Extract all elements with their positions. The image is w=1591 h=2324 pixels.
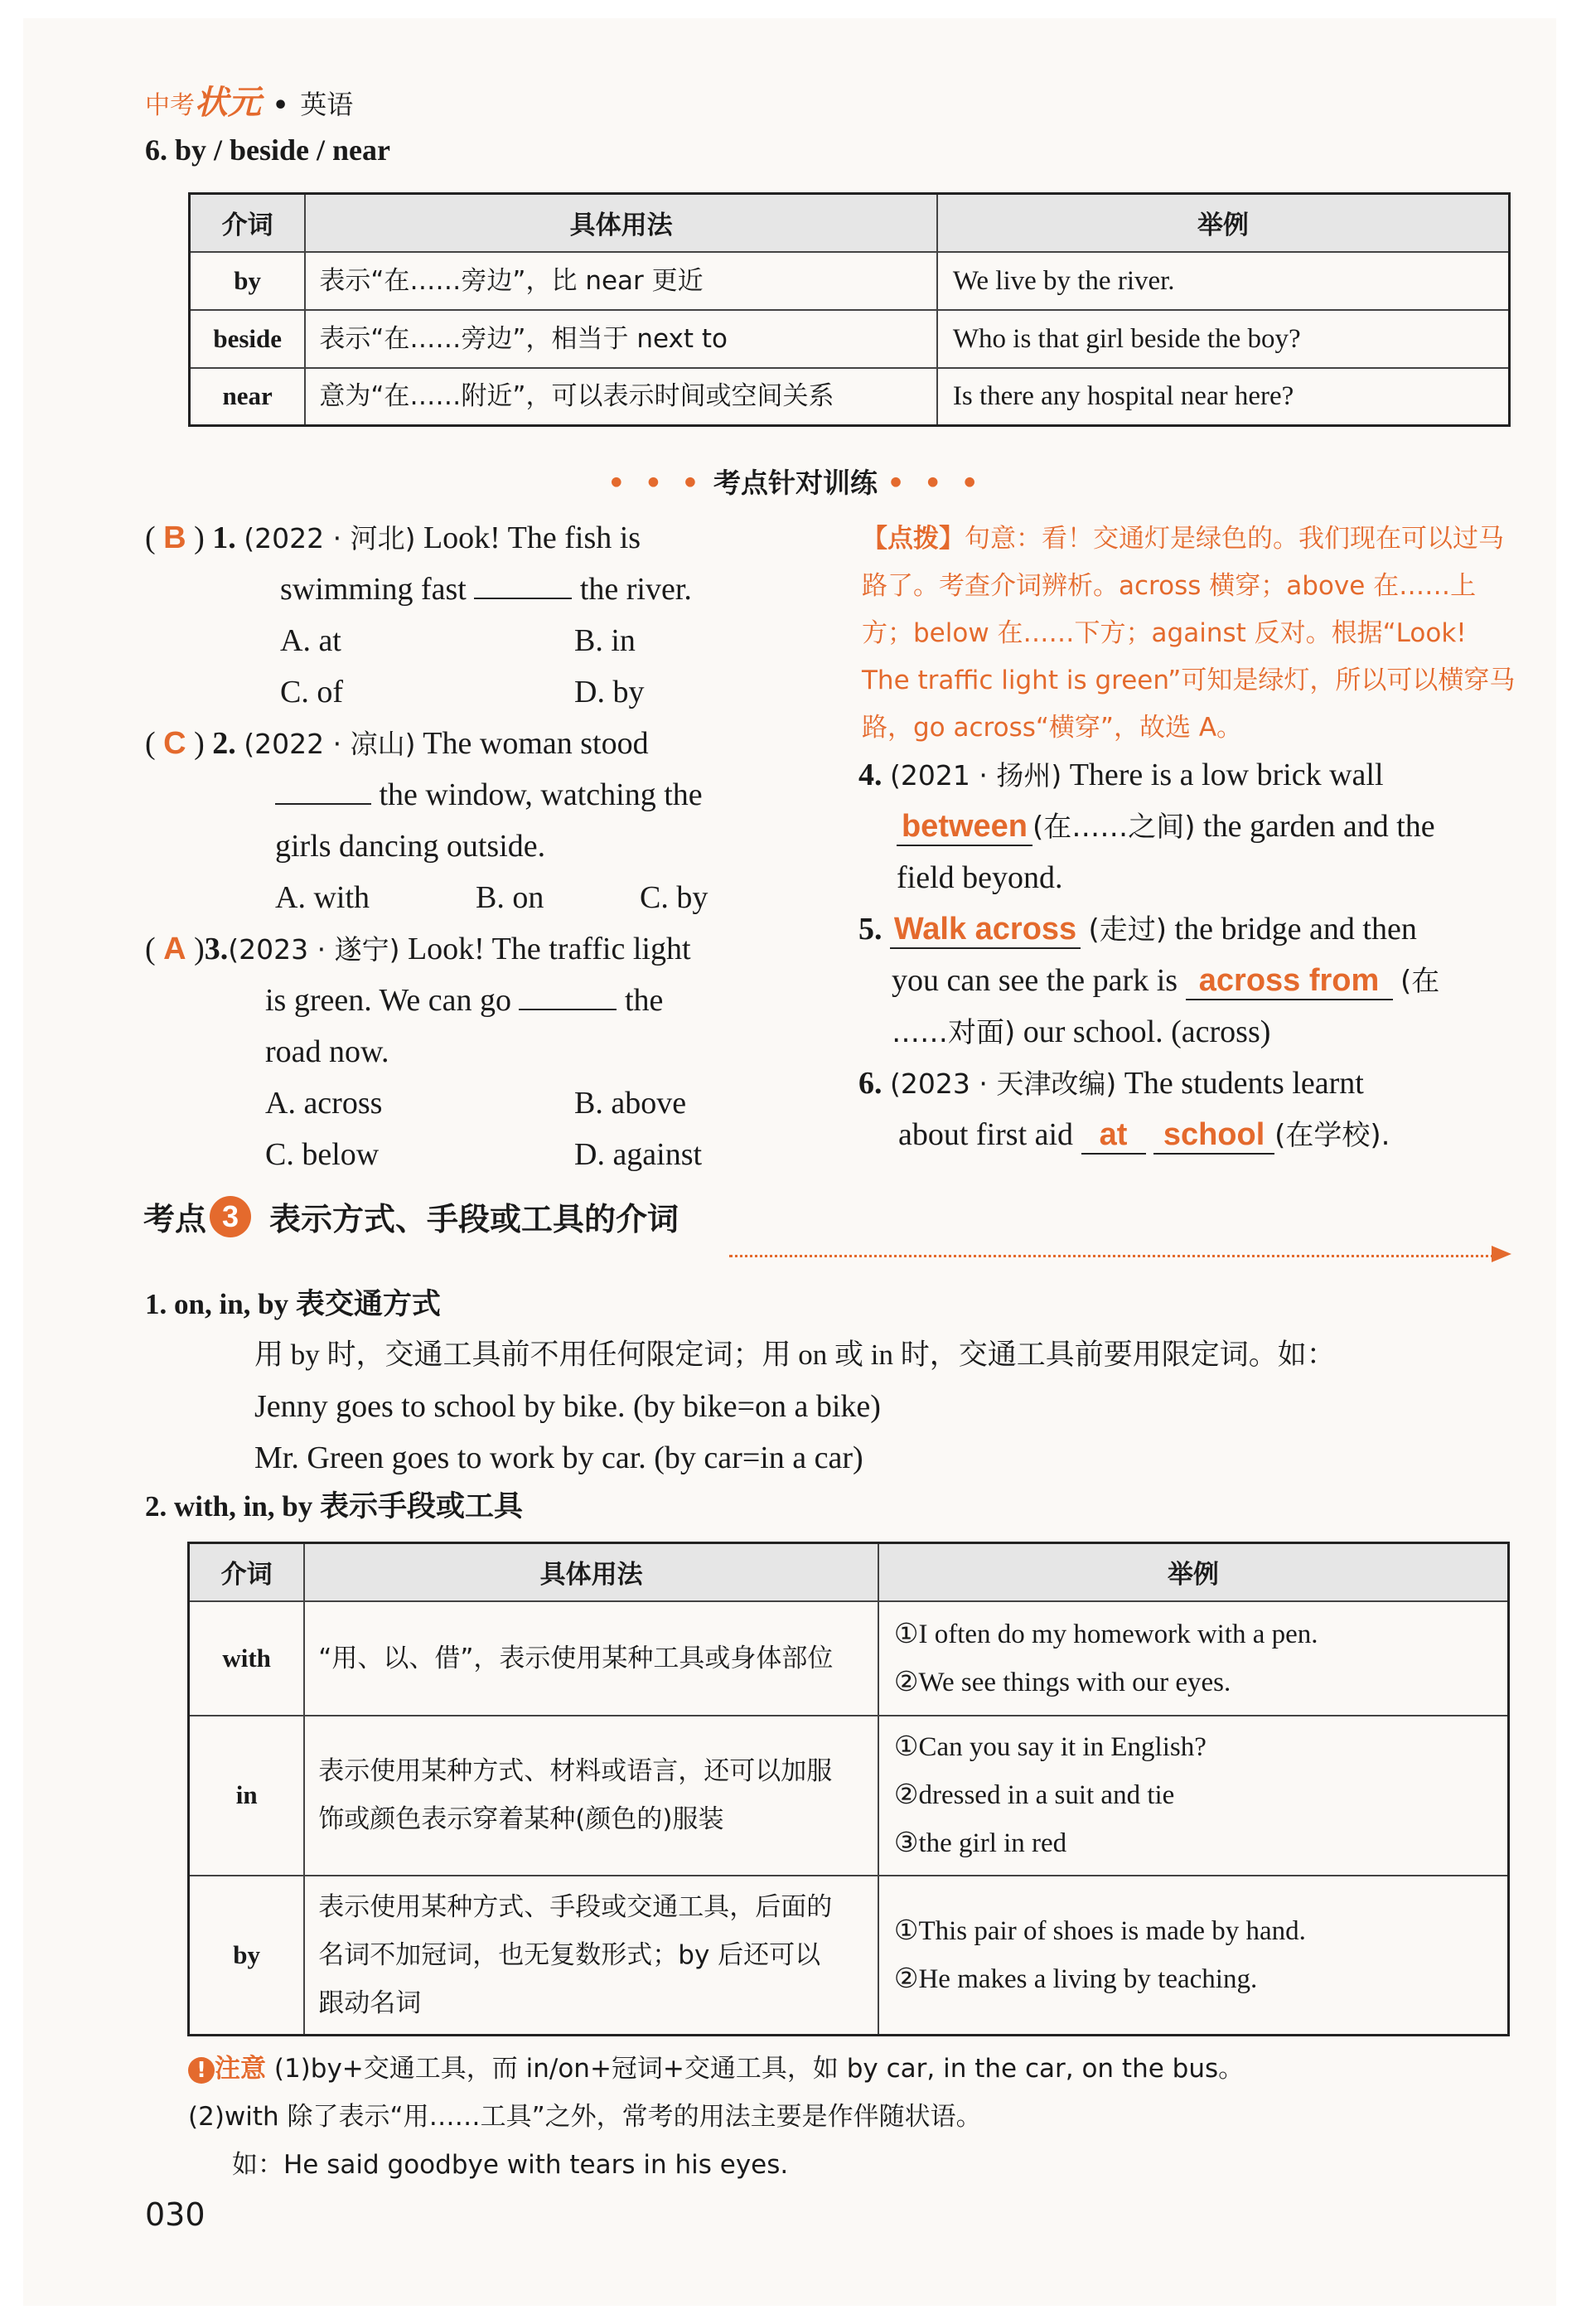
question-text: the [624, 983, 664, 1018]
answer-fill[interactable]: school [1153, 1116, 1274, 1155]
usage-line: 表示使用某种方式、材料或语言，还可以加服 [318, 1756, 833, 1786]
note-text: (1)by+交通工具，而 in/on+冠词+交通工具，如 by car, in the car, on the bus。 [273, 2054, 1245, 2084]
note-line-1 [188, 2046, 1244, 2092]
answer-choice: A [163, 932, 186, 966]
part-1-title: 1. on, in, by 表交通方式 [145, 1288, 441, 1320]
question-text: is green. We can go [265, 983, 511, 1018]
question-text: our school. [1023, 1014, 1163, 1049]
col-header-example: 举例 [937, 194, 1510, 252]
kaodian-label: 考点 [143, 1201, 207, 1237]
usage-line: “用、以、借”，表示使用某种工具或身体部位 [318, 1643, 834, 1673]
answer-blank[interactable] [474, 566, 572, 599]
heading-dotted-line [729, 1255, 1500, 1257]
table-row [190, 310, 1510, 368]
example-cell: Is there any hospital near here? [937, 368, 1510, 426]
prep-cell: by [190, 252, 306, 310]
brand-logo: 状元 [195, 83, 261, 122]
table-row [189, 1876, 1509, 2036]
question-2-line-3: girls dancing outside. [275, 829, 546, 864]
table-header-row [189, 1543, 1509, 1601]
question-text: swimming fast [280, 572, 467, 607]
question-number: 1. [212, 520, 236, 555]
kaodian-title: 表示方式、手段或工具的介词 [269, 1201, 679, 1237]
question-text: about first aid [898, 1117, 1074, 1152]
option-b: B. in [574, 623, 636, 658]
prep-table-by-beside-near [188, 192, 1511, 427]
example-line: ①Can you say it in English? [893, 1732, 1207, 1762]
option-c: C. below [265, 1137, 380, 1172]
question-source: (2022 · 河北) [244, 522, 416, 554]
usage-cell: 表示“在……旁边”，比 near 更近 [305, 252, 937, 310]
example-line: ①I often do my homework with a pen. [893, 1619, 1318, 1649]
kaodian-heading [143, 1193, 679, 1239]
answer-bracket-open: ( [145, 932, 156, 966]
option-a: A. at [280, 623, 341, 658]
question-3-line-1 [145, 923, 691, 976]
prep-cell: with [189, 1601, 305, 1716]
question-text: the garden and the [1203, 809, 1435, 844]
answer-fill[interactable]: across from [1186, 962, 1393, 1000]
option-c: C. of [280, 675, 343, 709]
hint-text: (在 [1400, 965, 1440, 998]
training-title-text: 考点针对训练 [713, 467, 878, 499]
question-4-line-2 [897, 801, 1435, 853]
training-title [0, 462, 1591, 501]
question-5-line-2 [892, 955, 1439, 1007]
header-dot: • [273, 91, 289, 120]
option-c: C. by [640, 880, 708, 915]
usage-line: 表示使用某种方式、手段或交通工具，后面的 [318, 1891, 833, 1922]
question-text: The students learnt [1124, 1066, 1364, 1101]
answer-bracket-close: ) [194, 520, 205, 555]
hint-text: (across) [1171, 1014, 1271, 1049]
example-line: ②He makes a living by teaching. [893, 1963, 1258, 1994]
note-line-2: (2)with 除了表示“用……工具”之外，常考的用法主要是作伴随状语。 [188, 2102, 982, 2132]
question-text: the river. [579, 572, 692, 607]
part-1-example-1: Jenny goes to school by bike. (by bike=on a bike) [254, 1389, 881, 1424]
prep-cell: beside [190, 310, 306, 368]
example-line: ②dressed in a suit and tie [893, 1780, 1175, 1810]
option-a: A. across [265, 1086, 383, 1121]
part-1-example-2: Mr. Green goes to work by car. (by car=in a car) [254, 1440, 863, 1475]
hint-text: (在学校). [1274, 1119, 1390, 1152]
arrow-icon [1492, 1246, 1511, 1262]
question-4-line-1 [858, 749, 1384, 801]
answer-bracket-open: ( [145, 726, 156, 761]
question-text: the bridge and then [1174, 912, 1417, 947]
option-b: B. on [476, 880, 544, 915]
question-6-line-2 [898, 1109, 1390, 1161]
hint-text: (走过) [1088, 913, 1168, 947]
prep-cell: by [189, 1876, 305, 2036]
part-2-title: 2. with, in, by 表示手段或工具 [145, 1490, 524, 1523]
example-cell [878, 1716, 1509, 1876]
prep-cell: in [189, 1716, 305, 1876]
answer-fill[interactable]: between [897, 808, 1032, 846]
subject-label: 英语 [300, 89, 354, 120]
col-header-example: 举例 [878, 1543, 1509, 1601]
table-row [190, 368, 1510, 426]
answer-bracket-close: ) [194, 726, 205, 761]
usage-cell [304, 1716, 878, 1876]
question-1-line-2 [280, 564, 692, 615]
example-cell: We live by the river. [937, 252, 1510, 310]
col-header-prep: 介词 [189, 1543, 305, 1601]
question-5-line-3 [892, 1006, 1270, 1058]
question-text: The woman stood [423, 726, 649, 761]
table-row [189, 1716, 1509, 1876]
tip-text: 句意：看！交通灯是绿色的。我们现在可以过马路了。考查介词辨析。across 横穿；above 在……上方；below 在……下方；against 反对。根据“Look! The traffic light is green”可知是绿灯，所以可以横穿马路，go across“横穿”，故选 A。 [862, 524, 1516, 743]
question-number: 4. [858, 758, 883, 792]
question-5-line-1 [858, 903, 1417, 956]
usage-line: 跟动名词 [318, 1988, 422, 2018]
usage-cell [304, 1601, 878, 1716]
question-text: Look! The traffic light [407, 932, 691, 966]
answer-blank[interactable] [519, 977, 617, 1010]
question-number: 2. [212, 726, 236, 761]
example-line: ③the girl in red [893, 1828, 1067, 1858]
question-text: the window, watching the [379, 777, 703, 812]
table-header-row [190, 194, 1510, 252]
hint-text: ……对面) [892, 1016, 1016, 1049]
prep-table-with-in-by [187, 1542, 1510, 2036]
table-row [190, 252, 1510, 310]
option-a: A. with [275, 880, 370, 915]
answer-fill[interactable]: at [1081, 1116, 1146, 1155]
question-source: (2021 · 扬州) [890, 759, 1062, 792]
question-text: you can see the park is [892, 963, 1178, 998]
brand-prefix: 中考 [145, 91, 195, 120]
example-cell: Who is that girl beside the boy? [937, 310, 1510, 368]
hint-text: (在……之间) [1032, 811, 1196, 844]
col-header-prep: 介词 [190, 194, 306, 252]
answer-bracket-open: ( [145, 520, 156, 555]
note-line-3: 如：He said goodbye with tears in his eyes. [232, 2150, 789, 2180]
option-d: D. by [574, 675, 645, 709]
answer-choice: B [163, 520, 186, 555]
tip-label: 【点拨】 [862, 524, 965, 554]
question-3-line-3: road now. [265, 1034, 389, 1069]
usage-cell: 意为“在……附近”，可以表示时间或空间关系 [305, 368, 937, 426]
example-cell [878, 1601, 1509, 1716]
question-1-line-1 [145, 512, 641, 564]
prep-cell: near [190, 368, 306, 426]
usage-cell [304, 1876, 878, 2036]
question-source: (2023 · 遂宁) [228, 933, 400, 966]
col-header-usage: 具体用法 [304, 1543, 878, 1601]
answer-blank[interactable] [275, 772, 371, 805]
question-number: 5. [858, 912, 883, 947]
example-line: ①This pair of shoes is made by hand. [893, 1915, 1306, 1946]
table-row [189, 1601, 1509, 1716]
question-source: (2023 · 天津改编) [890, 1068, 1117, 1100]
question-2-line-2 [275, 769, 703, 821]
part-1-rule: 用 by 时，交通工具前不用任何限定词；用 on 或 in 时，交通工具前要用限定词。如： [254, 1339, 1336, 1371]
question-source: (2022 · 凉山) [244, 728, 416, 760]
question-6-line-1 [858, 1058, 1364, 1110]
question-3-line-2 [265, 975, 663, 1026]
option-b: B. above [574, 1086, 687, 1121]
question-4-line-3: field beyond. [897, 860, 1063, 895]
question-number: 6. [858, 1066, 883, 1101]
question-2-line-1 [145, 718, 649, 770]
kaodian-number-badge: 3 [210, 1196, 251, 1237]
usage-line: 名词不加冠词，也无复数形式；by 后还可以 [318, 1939, 821, 1970]
answer-bracket-close: ) [194, 932, 205, 966]
answer-choice: C [163, 726, 186, 761]
title-dots-left: • • • [607, 467, 704, 499]
answer-fill[interactable]: Walk across [890, 911, 1081, 949]
question-text: There is a low brick wall [1069, 758, 1384, 792]
question-text: Look! The fish is [423, 520, 641, 555]
page-header [145, 76, 353, 123]
note-label: 注意 [215, 2054, 266, 2084]
usage-line: 饰或颜色表示穿着某种(颜色的)服装 [318, 1804, 724, 1834]
usage-cell: 表示“在……旁边”，相当于 next to [305, 310, 937, 368]
col-header-usage: 具体用法 [305, 194, 937, 252]
example-cell [878, 1876, 1509, 2036]
example-line: ②We see things with our eyes. [893, 1667, 1231, 1697]
title-dots-right: • • • [887, 467, 984, 499]
tip-box [862, 516, 1516, 752]
exclamation-icon: ! [188, 2057, 215, 2084]
option-d: D. against [574, 1137, 703, 1172]
question-number: 3. [204, 932, 229, 966]
section-6-title: 6. by / beside / near [145, 133, 391, 167]
page-number: 030 [145, 2196, 206, 2233]
